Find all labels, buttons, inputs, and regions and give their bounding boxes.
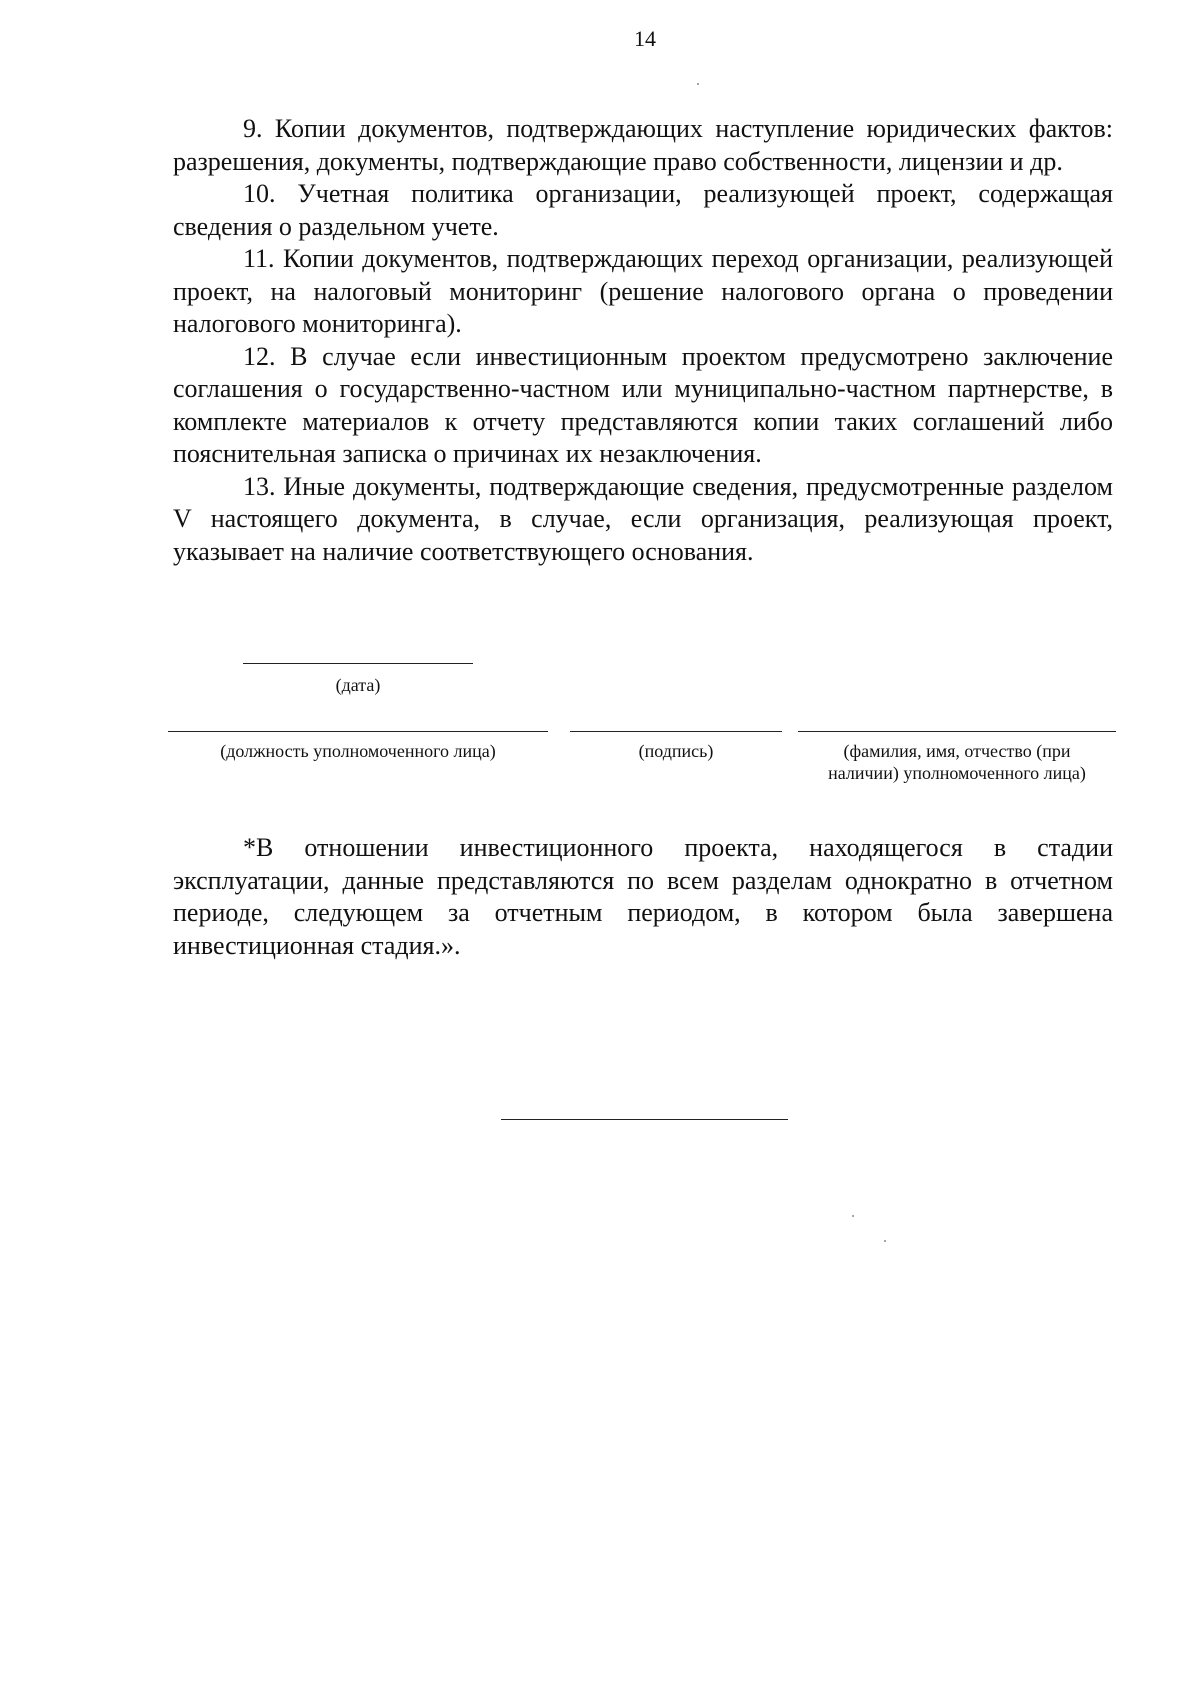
signature-line <box>570 731 782 732</box>
list-item-10: 10. Учетная политика организации, реализующей проект, содержащая сведения о раздельном учете. <box>173 179 1113 241</box>
document-body <box>173 113 1113 568</box>
signature-row <box>168 731 1118 821</box>
signature-field <box>570 731 782 762</box>
scan-speck <box>884 1240 886 1242</box>
name-caption: (фамилия, имя, отчество (при наличии) уполномоченного лица) <box>828 741 1086 783</box>
list-item-13: 13. Иные документы, подтверждающие сведения, предусмотренные разделом V настоящего документа, в случае, если организация, реализующая проект, указывает на наличие соответствующего основания. <box>173 471 1113 566</box>
list-item-11: 11. Копии документов, подтверждающих переход организации, реализующей проект, на налоговый мониторинг (решение налогового органа о проведении налогового мониторинга). <box>173 244 1113 338</box>
end-separator-line <box>501 1119 788 1120</box>
list-item-12: 12. В случае если инвестиционным проектом предусмотрено заключение соглашения о государственно-частном или муниципально-частном партнерстве, в комплекте материалов к отчету представляются копии таких соглашений либо пояснительная записка о причинах их незаключения. <box>173 341 1113 468</box>
position-caption: (должность уполномоченного лица) <box>220 741 496 761</box>
position-line <box>168 731 548 732</box>
name-line <box>798 731 1116 732</box>
page-number: 14 <box>634 26 656 51</box>
date-line <box>243 663 473 664</box>
signature-caption: (подпись) <box>638 741 714 761</box>
footnote-text: *В отношении инвестиционного проекта, находящегося в стадии эксплуатации, данные представляются по всем разделам однократно в отчетном периоде, следующем за отчетным периодом, в котором была завершена инвестиционная стадия.». <box>173 833 1113 960</box>
scan-speck <box>697 83 699 85</box>
date-caption: (дата) <box>335 675 381 695</box>
list-item-9: 9. Копии документов, подтверждающих наступление юридических фактов: разрешения, документы, подтверждающие право собственности, лицензии и др. <box>173 114 1113 176</box>
name-field <box>798 731 1116 784</box>
date-signature-block <box>243 663 473 696</box>
position-field <box>168 731 548 762</box>
footnote <box>173 832 1113 962</box>
scan-speck <box>852 1215 854 1217</box>
